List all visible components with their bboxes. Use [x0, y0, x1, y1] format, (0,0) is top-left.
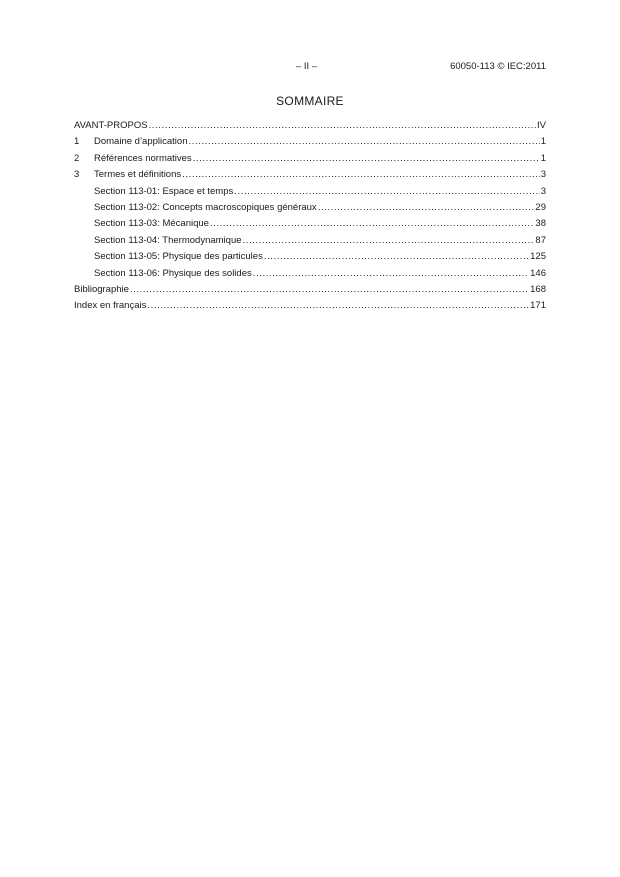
toc-entry-section-113-05[interactable]: [74, 249, 546, 265]
toc-entry-page: 146: [530, 267, 546, 279]
toc-entry-label: Section 113-04: Thermodynamique: [94, 234, 242, 246]
toc-entry-label: Section 113-06: Physique des solides: [94, 267, 252, 279]
toc-entry-number: 2: [74, 152, 80, 164]
toc-entry-page: 3: [540, 185, 546, 197]
toc-entry-label: Index en français: [74, 300, 147, 312]
dot-leader: [264, 249, 529, 265]
table-of-contents: [74, 118, 546, 315]
toc-entry-page: 38: [535, 218, 546, 230]
toc-entry-label: Section 113-05: Physique des particules: [94, 251, 263, 263]
dot-leader: [188, 134, 539, 150]
toc-entry-label: Domaine d’application: [94, 136, 188, 148]
dot-leader: [182, 167, 540, 183]
toc-entry-number: 3: [74, 169, 80, 181]
toc-title: SOMMAIRE: [276, 94, 344, 108]
toc-entry-section-113-01[interactable]: [74, 184, 546, 200]
dot-leader: [253, 266, 529, 282]
toc-entry-section-113-03[interactable]: [74, 216, 546, 232]
toc-entry-label: Bibliographie: [74, 283, 129, 295]
toc-entry-label: AVANT-PROPOS: [74, 120, 148, 131]
toc-entry-section-113-06[interactable]: [74, 266, 546, 282]
dot-leader: [210, 216, 534, 232]
dot-leader: [149, 118, 536, 134]
page-header: [74, 61, 546, 75]
document-reference: 60050-113 © IEC:2011: [450, 61, 546, 72]
toc-entry-domaine-application[interactable]: [74, 134, 546, 150]
toc-entry-number: 1: [74, 136, 80, 148]
toc-entry-page: 1: [540, 152, 546, 164]
toc-entry-section-113-04[interactable]: [74, 233, 546, 249]
toc-entry-page: 3: [540, 169, 546, 181]
toc-entry-label: Termes et définitions: [94, 169, 182, 181]
dot-leader: [130, 282, 529, 298]
toc-entry-bibliographie[interactable]: [74, 282, 546, 298]
toc-entry-page: 1: [540, 136, 546, 148]
toc-entry-page: 171: [530, 300, 546, 312]
toc-entry-page: 29: [535, 201, 546, 213]
toc-entry-page: 125: [530, 251, 546, 263]
toc-entry-label: Section 113-02: Concepts macroscopiques généraux: [94, 201, 317, 213]
toc-entry-references-normatives[interactable]: [74, 151, 546, 167]
toc-entry-label: Références normatives: [94, 152, 192, 164]
page-number: – II –: [296, 61, 318, 72]
toc-entry-label: Section 113-03: Mécanique: [94, 218, 209, 230]
dot-leader: [193, 151, 540, 167]
toc-entry-index[interactable]: [74, 298, 546, 314]
toc-entry-termes-definitions[interactable]: [74, 167, 546, 183]
toc-entry-page: IV: [537, 120, 546, 131]
dot-leader: [318, 200, 535, 216]
toc-entry-label: Section 113-01: Espace et temps: [94, 185, 234, 197]
dot-leader: [147, 298, 529, 314]
toc-entry-section-113-02[interactable]: [74, 200, 546, 216]
dot-leader: [243, 233, 535, 249]
toc-entry-page: 87: [535, 234, 546, 246]
toc-entry-page: 168: [530, 283, 546, 295]
toc-entry-avant-propos[interactable]: [74, 118, 546, 134]
dot-leader: [234, 184, 539, 200]
